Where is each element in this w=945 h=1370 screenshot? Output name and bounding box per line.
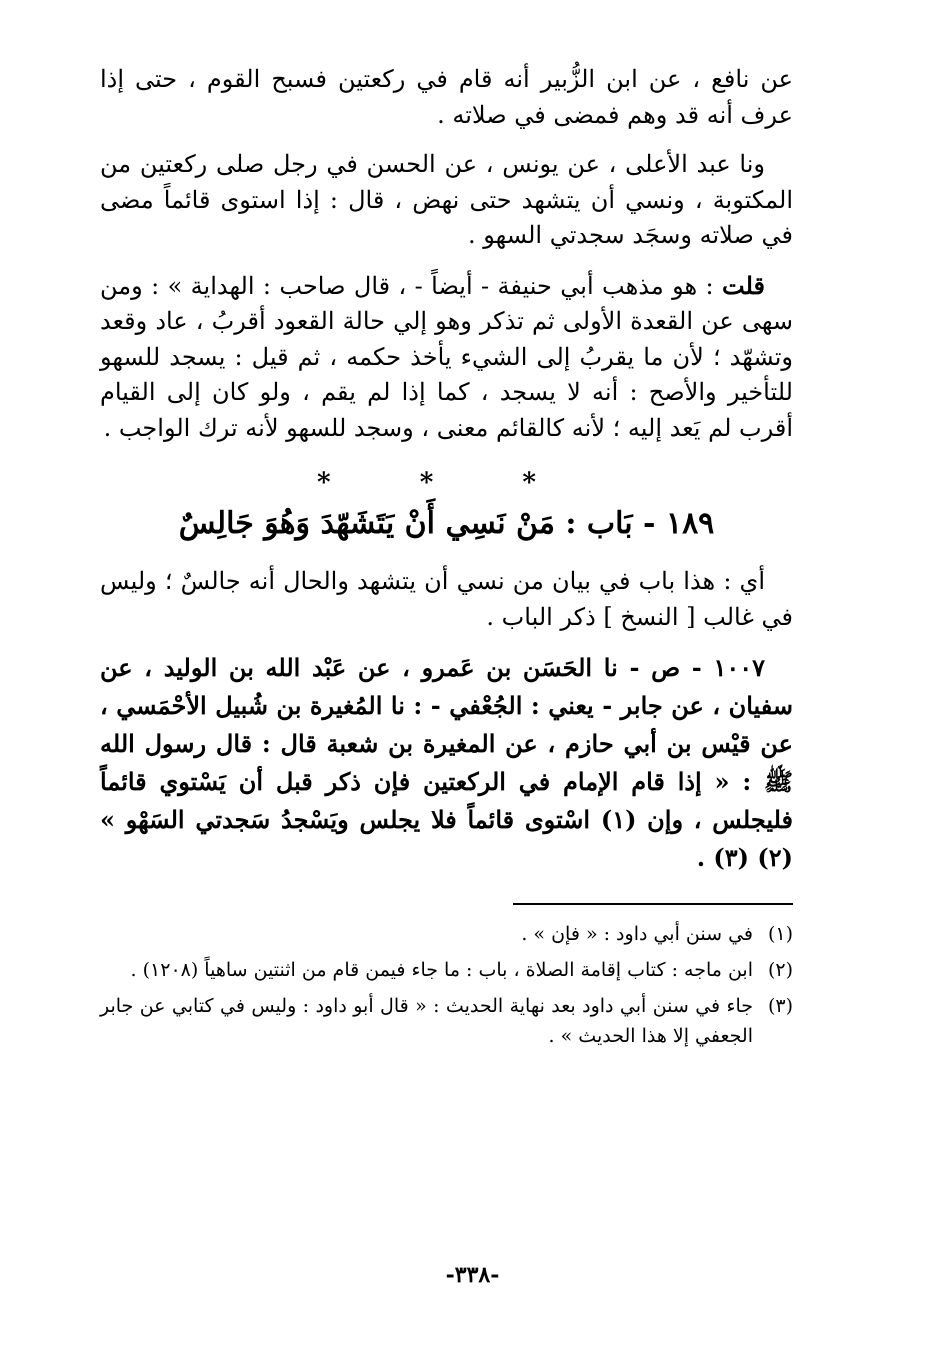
section-separator: * * * [317, 468, 576, 498]
hadith-text: ١٠٠٧ - ص - نا الحَسَن بن عَمرو ، عن عَبْد الله بن الوليد ، عن سفيان ، عن جابر - يعني : الجُعْفي - : نا المُغيرة بن شُبيل الأحْمَسي ، عن قيْس بن أبي حازم ، عن المغيرة بن شعبة قال : قال رسول الله ﷺ : « إذا قام الإمام في الركعتين فإن ذكر قبل أن يَسْتوي قائماً فليجلس ، وإن (١) اسْتوى قائماً فلا يجلس ويَسْجدُ سَجدتي السَهْو » (٢) (٣) . [100, 653, 793, 872]
page-number: -٣٣٨- [445, 1262, 500, 1288]
footnote-2-text: ابن ماجه : كتاب إقامة الصلاة ، باب : ما جاء فيمن قام من اثنتين ساهياً (١٢٠٨) . [130, 959, 753, 981]
chapter-title: ١٨٩ - بَاب : مَنْ نَسِي أَنْ يَتَشَهّدَ وَهُوَ جَالِسٌ [178, 506, 715, 541]
footnote-2-number: (٢) [767, 959, 793, 981]
footnote-rule [513, 903, 793, 905]
paragraph-1: عن نافع ، عن ابن الزُّبير أنه قام في ركعتين فسبح القوم ، حتى إذا عرف أنه قد وهم فمضى في صلاته . [100, 65, 793, 129]
chapter-explanation: أي : هذا باب في بيان من نسي أن يتشهد والحال أنه جالسٌ ؛ وليس في غالب [ النسخ ] ذكر الباب . [100, 567, 793, 631]
footnote-3 [100, 991, 793, 1051]
footnote-1 [100, 919, 793, 949]
footnote-3-text: جاء في سنن أبي داود بعد نهاية الحديث : « قال أبو داود : وليس في كتابي عن جابر الجعفي إلا هذا الحديث » . [100, 995, 753, 1047]
paragraph-3-lead: قلت [722, 270, 765, 300]
footnote-1-number: (١) [767, 923, 793, 945]
page-body [100, 62, 793, 1057]
paragraph-3-text: : هو مذهب أبي حنيفة - أيضاً - ، قال صاحب : الهداية » : ومن سهى عن القعدة الأولى ثم تذكر وهو إلي حالة القعود أقربُ ، عاد وقعد وتشهّد ؛ لأن ما يقربُ إلى الشيء يأخذ حكمه ، ثم قيل : يسجد للسهو للتأخير والأصح : أنه لا يسجد ، كما إذا لم يقم ، ولو كان إلى القيام أقرب لم يَعد إليه ؛ لأنه كالقائم معنى ، وسجد للسهو لأنه ترك الواجب . [100, 271, 793, 442]
paragraph-2: ونا عبد الأعلى ، عن يونس ، عن الحسن في رجل صلى ركعتين من المكتوبة ، ونسي أن يتشهد حتى نهض ، قال : إذا استوى قائماً مضى في صلاته وسجَد سجدتي السهو . [100, 150, 793, 249]
paragraph-3 [100, 268, 793, 447]
footnote-1-text: في سنن أبي داود : « فإن » . [521, 923, 753, 945]
footnotes [100, 919, 793, 1051]
footnote-3-number: (٣) [767, 995, 793, 1017]
footnote-2 [100, 955, 793, 985]
